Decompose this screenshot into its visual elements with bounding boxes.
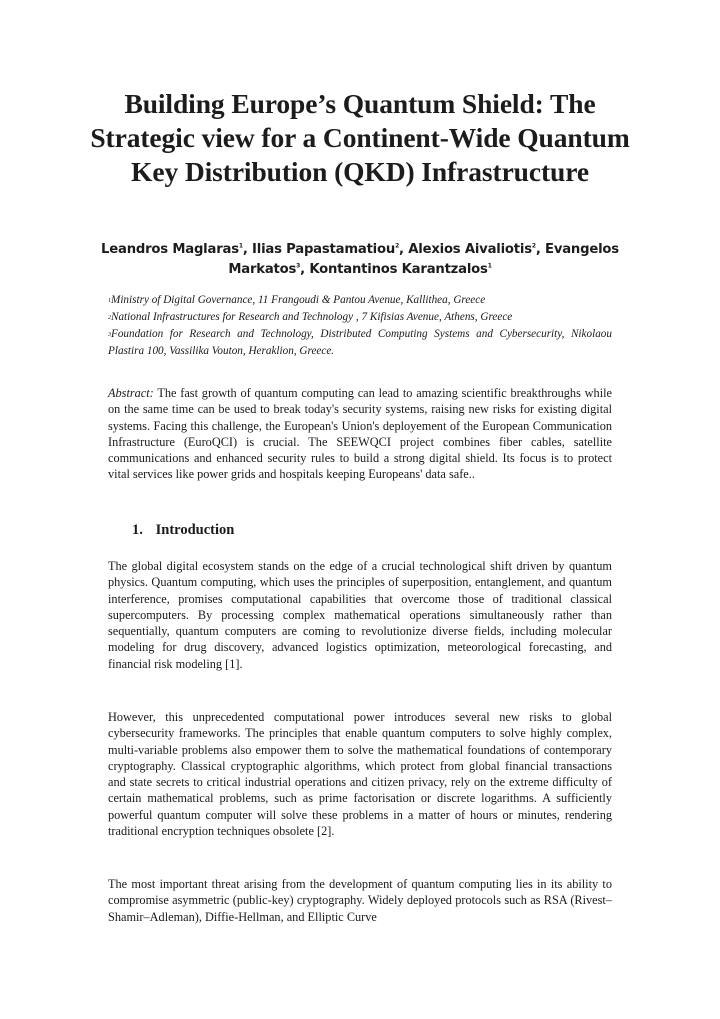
paper-title: Building Europe’s Quantum Shield: The Strategic view for a Continent-Wide Quantum Key Distribution (QKD) Infrastructure bbox=[90, 88, 630, 187]
author-name: Evangelos Markatos bbox=[228, 242, 619, 277]
author-name: Kontantinos Karantzalos bbox=[309, 262, 488, 277]
author bbox=[309, 262, 491, 277]
abstract-label: Abstract: bbox=[108, 386, 154, 400]
affiliation-text: Foundation for Research and Technology, Distributed Computing Systems and Cybersecurity, Nikolaou Plastira 100, Vassilika Vouton, Heraklion, Greece. bbox=[108, 328, 612, 357]
affiliation-number: 3 bbox=[108, 332, 111, 338]
author-list bbox=[100, 240, 620, 280]
affiliation-text: National Infrastructures for Research and Technology , 7 Kifisias Avenue, Athens, Greece bbox=[111, 311, 513, 323]
abstract bbox=[108, 385, 612, 483]
affiliation bbox=[108, 327, 612, 359]
section-title: Introduction bbox=[155, 522, 235, 538]
author-affiliation-mark: 2 bbox=[531, 242, 536, 250]
author-affiliation-mark: 1 bbox=[238, 242, 243, 250]
author-separator: , bbox=[242, 242, 253, 257]
affiliation-number: 2 bbox=[108, 315, 111, 321]
author-affiliation-mark: 3 bbox=[296, 262, 301, 270]
author-separator: , bbox=[300, 262, 310, 277]
body-paragraph: The most important threat arising from the development of quantum computing lies in its ability to compromise asymmetric (public-key) cryptography. Widely deployed protocols such as RSA (Rivest–Shamir–Adleman), Diffie-Hellman, and Elliptic Curve bbox=[108, 877, 612, 924]
author-affiliation-mark: 2 bbox=[395, 242, 400, 250]
affiliation-number: 1 bbox=[108, 298, 111, 304]
author bbox=[101, 242, 252, 257]
affiliation bbox=[108, 293, 612, 310]
author bbox=[252, 242, 408, 257]
affiliation-list bbox=[108, 293, 612, 359]
author bbox=[408, 242, 545, 257]
affiliation-text: Ministry of Digital Governance, 11 Frangoudi & Pantou Avenue, Kallithea, Greece bbox=[111, 294, 486, 306]
body-paragraph: However, this unprecedented computational power introduces several new risks to global cybersecurity frameworks. The principles that enable quantum computers to solve highly complex, multi-variable problems also empower them to solve the mathematical foundations of contemporary cryptography. Classical cryptographic algorithms, which protect from global financial transactions and state secrets to critical industrial operations and citizen privacy, rely on the extreme difficulty of certain mathematical problems, such as prime factorisation or discrete logarithms. A sufficiently powerful quantum computer will solve these problems in a matter of hours or minutes, rendering traditional encryption techniques obsolete [2]. bbox=[108, 710, 612, 838]
author-affiliation-mark: 1 bbox=[487, 262, 492, 270]
author-name: Alexios Aivaliotis bbox=[408, 242, 532, 257]
author-name: Leandros Maglaras bbox=[101, 242, 239, 257]
author-separator: , bbox=[399, 242, 409, 257]
section-number: 1. bbox=[132, 522, 143, 538]
section-heading bbox=[132, 520, 234, 540]
author-name: Ilias Papastamatiou bbox=[252, 242, 396, 257]
body-paragraph: The global digital ecosystem stands on the edge of a crucial technological shift driven by quantum physics. Quantum computing, which uses the principles of superposition, entanglement, and quantum interference, promises computational capabilities that overcome those of traditional classical supercomputers. By processing complex mathematical operations simultaneously rather than sequentially, quantum computers are coming to revolutionize diverse fields, including molecular modeling for drug discovery, advanced logistics optimization, meteorological forecasting, and financial risk modeling [1]. bbox=[108, 559, 612, 671]
author-separator: , bbox=[535, 242, 546, 257]
affiliation bbox=[108, 310, 612, 327]
abstract-text: The fast growth of quantum computing can lead to amazing scientific breakthroughs while on the same time can be used to break today's security systems, raising new risks for existing digital systems. Facing this challenge, the European's Union's deployement of the European Communication Infrastructure (EuroQCI) is crucial. The SEEWQCI project combines fiber cables, satellite communications and enhanced security rules to build a strong digital shield. Its focus is to protect vital services like power grids and hospitals keeping Europeans' data safe.. bbox=[108, 386, 612, 482]
